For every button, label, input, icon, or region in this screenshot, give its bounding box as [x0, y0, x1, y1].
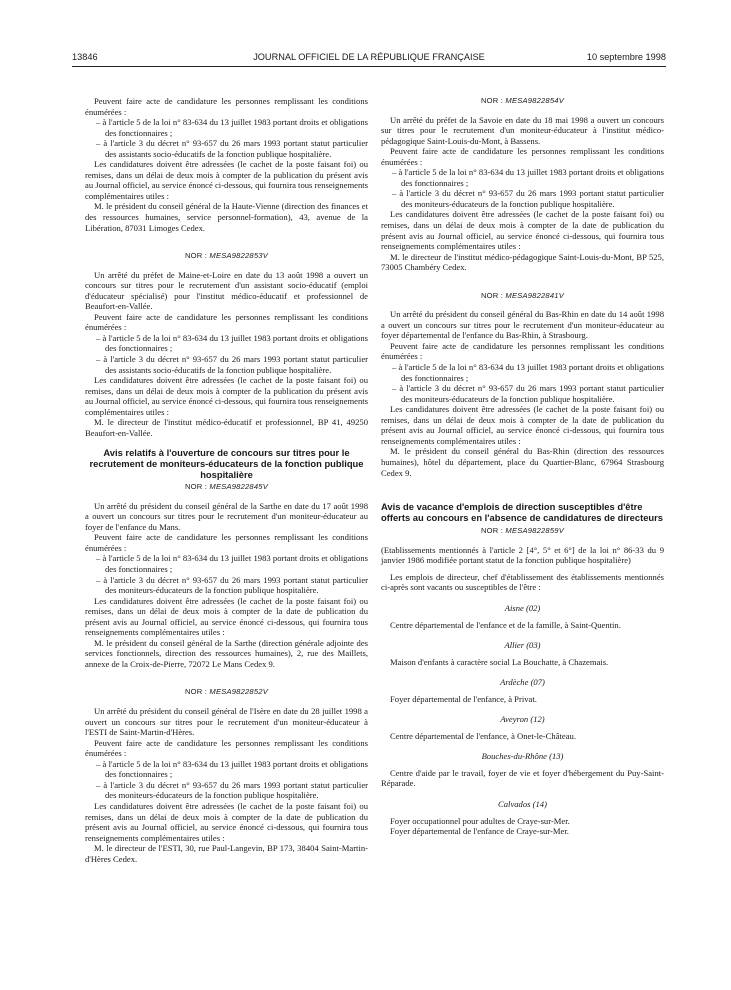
department-heading: Aveyron (12) — [500, 714, 545, 725]
page-header — [72, 52, 666, 66]
establishment-entry: Centre départemental de l'enfance et de la famille, à Saint-Quentin. — [390, 619, 621, 630]
condition-item: – à l'article 3 du décret n° 93-657 du 26 mars 1993 portant statut particulier des moniteurs-éducateurs de la fonction publique hospitalière. — [85, 575, 368, 596]
department-heading: Ardèche (07) — [500, 677, 545, 688]
deadline-text: Les candidatures doivent être adressées (le cachet de la poste faisant foi) ou remises, dans un délai de deux mois à compter de la publication du présent avis au Journal officiel, au service énoncé ci-dessous, qui fournira tous renseignements complémentaires utiles : — [85, 159, 368, 201]
department-heading: Calvados (14) — [498, 798, 547, 809]
notice-body: Un arrêté du président du conseil général du Bas-Rhin en date du 14 août 1998 a ouvert un concours sur titres pour le recrutement d'un moniteur-éducateur au foyer départemental de l'enfance du Bas-Rhin, à Strasbourg. — [381, 309, 664, 341]
condition-item: – à l'article 3 du décret n° 93-657 du 26 mars 1993 portant statut particulier des moniteurs-éducateurs de la fonction publique hospitalière. — [85, 780, 368, 801]
section-title: Avis relatifs à l'ouverture de concours sur titres pour le recrutement de moniteurs-éducateurs de la fonction publique hospitalière — [89, 447, 364, 480]
eligibility-text: Peuvent faire acte de candidature les personnes remplissant les conditions énumérées : — [85, 532, 368, 553]
condition-item: – à l'article 3 du décret n° 93-657 du 26 mars 1993 portant statut particulier des moniteurs-éducateurs de la fonction publique hospitalière. — [381, 383, 664, 404]
contact-text: M. le directeur de l'institut médico-éducatif et professionnel, BP 41, 49250 Beaufort-en-Vallée. — [85, 417, 368, 438]
eligibility-text: Peuvent faire acte de candidature les personnes remplissant les conditions énumérées : — [85, 737, 368, 759]
page-number: 13846 — [72, 52, 98, 62]
conditions-list — [85, 333, 368, 375]
nor-reference: NOR : MESA9822859V — [481, 526, 564, 536]
notice-body: Un arrêté du président du conseil général de l'Isère en date du 28 juillet 1998 a ouvert un concours sur titres pour le recrutement d'un moniteur-éducateur à l'ESTI de Saint-Martin-d'Hères. — [85, 706, 368, 738]
nor-reference: NOR : MESA9822845V — [185, 482, 268, 492]
conditions-list — [85, 117, 368, 159]
notice-body: Un arrêté du président du conseil général de la Sarthe en date du 17 août 1998 a ouvert un concours sur titres pour le recrutement d'un moniteur-éducateur au foyer de l'enfance du Mans. — [85, 500, 368, 532]
condition-item: – à l'article 5 de la loi n° 83-634 du 13 juillet 1983 portant droits et obligations des fonctionnaires ; — [85, 759, 368, 780]
contact-text: M. le directeur de l'ESTI, 30, rue Paul-Langevin, BP 173, 38404 Saint-Martin-d'Hères Cedex. — [85, 843, 368, 864]
notice-savoie — [381, 96, 664, 273]
eligibility-text: Peuvent faire acte de candidature les personnes remplissant les conditions énumérées : — [381, 340, 664, 362]
deadline-text: Les candidatures doivent être adressées (le cachet de la poste faisant foi) ou remises, dans un délai de deux mois à compter de la date de publication du présent avis au Journal officiel, au service énoncé ci-dessous, qui fournira tous renseignements complémentaires utiles : — [381, 209, 664, 252]
condition-item: – à l'article 5 de la loi n° 83-634 du 13 juillet 1983 portant droits et obligations des fonctionnaires ; — [85, 553, 368, 574]
eligibility-text: Peuvent faire acte de candidature les personnes remplissant les conditions énumérées : — [381, 146, 664, 167]
nor-reference: NOR : MESA9822853V — [185, 251, 268, 261]
deadline-text: Les candidatures doivent être adressées (le cachet de la poste faisant foi) ou remises, dans un délai de deux mois à compter de la publication du présent avis au Journal officiel, au service énoncé ci-dessous, qui fournira tous renseignements complémentaires utiles : — [85, 375, 368, 417]
nor-reference: NOR : MESA9822854V — [481, 96, 564, 105]
conditions-list — [381, 167, 664, 209]
conditions-list — [85, 553, 368, 595]
department-heading: Aisne (02) — [504, 602, 541, 613]
contact-text: M. le président du conseil général du Bas-Rhin (direction des ressources humaines), hôtel du département, place du Quartier-Blanc, 67964 Strasbourg Cedex 9. — [381, 446, 664, 478]
notice-sarthe — [85, 482, 368, 669]
eligibility-text: Peuvent faire acte de candidature les personnes remplissant les conditions énumérées : — [85, 311, 368, 333]
notice-intro — [85, 96, 368, 233]
condition-item: – à l'article 5 de la loi n° 83-634 du 13 juillet 1983 portant droits et obligations des fonctionnaires ; — [85, 117, 368, 138]
department-heading: Allier (03) — [504, 640, 541, 651]
establishment-entry: Foyer départemental de l'enfance, à Privat. — [390, 693, 537, 704]
contact-text: M. le directeur de l'institut médico-pédagogique Saint-Louis-du-Mont, BP 525, 73005 Chambéry Cedex. — [381, 251, 664, 273]
deadline-text: Les candidatures doivent être adressées (le cachet de la poste faisant foi) ou remises, dans un délai de deux mois à compter de la date de publication du présent avis au Journal officiel, au service énoncé ci-dessous, qui fournira tous renseignements complémentaires utiles : — [85, 595, 368, 638]
establishment-entry: Foyer départemental de l'enfance de Craye-sur-Mer. — [390, 826, 569, 837]
establishment-entry: Centre départemental de l'enfance, à Onet-le-Château. — [390, 730, 576, 741]
condition-item: – à l'article 5 de la loi n° 83-634 du 13 juillet 1983 portant droits et obligations des fonctionnaires ; — [381, 362, 664, 383]
deadline-text: Les candidatures doivent être adressées (le cachet de la poste faisant foi) ou remises, dans un délai de deux mois à compter de la date de publication du présent avis au Journal officiel, au service énoncé ci-dessous, qui fournira tous renseignements complémentaires utiles : — [381, 404, 664, 446]
notice-bas-rhin — [381, 291, 664, 478]
condition-item: – à l'article 3 du décret n° 93-657 du 26 mars 1993 portant statut particulier des assistants socio-éducatifs de la fonction publique hospitalière. — [85, 354, 368, 375]
notice-isere — [85, 687, 368, 864]
establishment-entry: Maison d'enfants à caractère social La Bouchatte, à Chazemais. — [390, 656, 609, 667]
section-title: Avis de vacance d'emplois de direction susceptibles d'être offerts au concours en l'absence de candidatures de directeurs — [381, 501, 664, 523]
left-column — [85, 96, 368, 864]
vacance-notice — [381, 526, 664, 836]
establishment-entry: Foyer occupationnel pour adultes de Craye-sur-Mer. — [390, 815, 570, 826]
journal-title: JOURNAL OFFICIEL DE LA RÉPUBLIQUE FRANÇAISE — [253, 52, 485, 62]
condition-item: – à l'article 5 de la loi n° 83-634 du 13 juillet 1983 portant droits et obligations des fonctionnaires ; — [85, 333, 368, 354]
right-column — [381, 96, 664, 837]
header-rule — [72, 66, 666, 67]
deadline-text: Les candidatures doivent être adressées (le cachet de la poste faisant foi) ou remises, dans un délai de deux mois à compter de la date de publication du présent avis au Journal officiel, au service énoncé ci-dessous, qui fournira tous renseignements complémentaires utiles : — [85, 800, 368, 843]
notice-body: Un arrêté du préfet de la Savoie en date du 18 mai 1998 a ouvert un concours sur titres pour le recrutement d'un moniteur-éducateur à l'institut médico-pédagogique Saint-Louis-du-Mont, à Bassens. — [381, 114, 664, 146]
nor-reference: NOR : MESA9822841V — [481, 290, 564, 300]
conditions-list — [85, 759, 368, 801]
condition-item: – à l'article 3 du décret n° 93-657 du 26 mars 1993 portant statut particulier des assistants socio-éducatifs de la fonction publique hospitalière. — [85, 138, 368, 159]
contact-text: M. le président du conseil général de la Sarthe (direction générale adjointe des services fonctionnels, direction des ressources humaines), 2, rue des Maillets, annexe de la Croix-de-Pierre, 72072 Le Mans Cedex 9. — [85, 637, 368, 669]
publication-date: 10 septembre 1998 — [586, 52, 666, 62]
eligibility-text: Peuvent faire acte de candidature les personnes remplissant les conditions énumérées : — [85, 96, 368, 117]
condition-item: – à l'article 5 de la loi n° 83-634 du 13 juillet 1983 portant droits et obligations des fonctionnaires ; — [381, 167, 664, 188]
notice-maine-et-loire — [85, 251, 368, 438]
nor-reference: NOR : MESA9822852V — [185, 687, 268, 697]
conditions-list — [381, 362, 664, 404]
condition-item: – à l'article 3 du décret n° 93-657 du 26 mars 1993 portant statut particulier des moniteurs-éducateurs de la fonction publique hospitalière. — [381, 188, 664, 209]
etablissements-note: (Etablissements mentionnés à l'article 2 [4°, 5° et 6°] de la loi n° 86-33 du 9 janvier 1986 modifiée portant statut de la fonction publique hospitalière) — [381, 544, 664, 566]
notice-body: Un arrêté du préfet de Maine-et-Loire en date du 13 août 1998 a ouvert un concours sur titres pour le recrutement d'un assistant socio-éducatif (emploi d'éducateur spécialisé) pour l'institut médico-éducatif et professionnel de Beaufort-en-Vallée. — [85, 269, 368, 312]
vacance-intro: Les emplois de directeur, chef d'établissement des établissements mentionnés ci-après sont vacants ou susceptibles de l'être : — [381, 571, 664, 593]
establishment-entry: Centre d'aide par le travail, foyer de vie et foyer d'hébergement du Puy-Saint-Réparade. — [381, 767, 664, 789]
contact-text: M. le président du conseil général de la Haute-Vienne (direction des finances et des ressources humaines, service personnel-formation), 43, avenue de la Libération, 87031 Limoges Cedex. — [85, 201, 368, 233]
department-heading: Bouches-du-Rhône (13) — [481, 751, 564, 762]
